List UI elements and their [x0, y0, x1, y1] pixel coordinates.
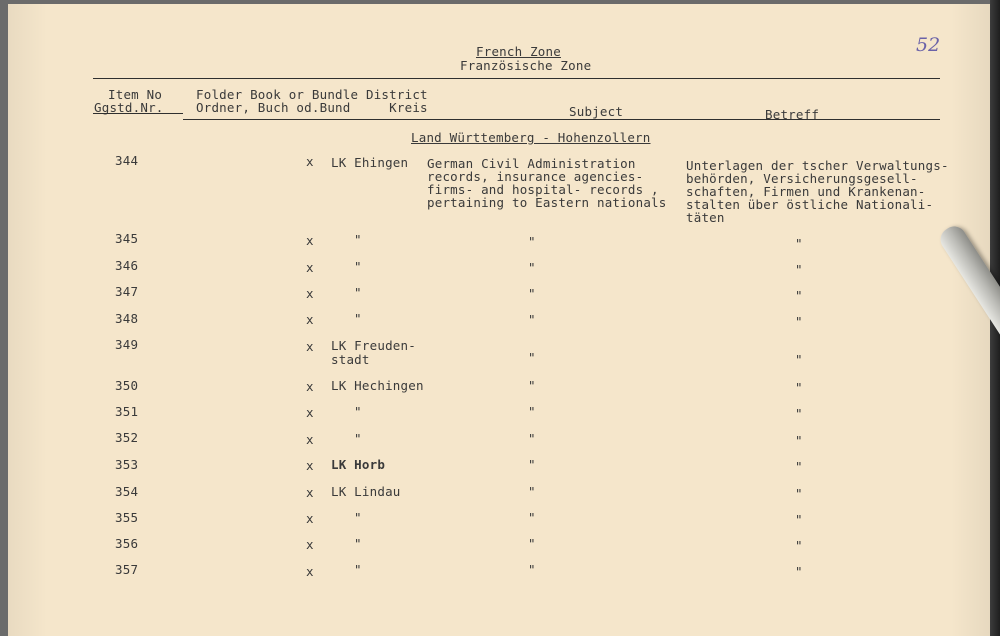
subject-line: firms- and hospital- records , — [427, 182, 659, 197]
betreff-line: Unterlagen der tscher Verwaltungs- — [686, 158, 949, 173]
item-mark: x — [306, 154, 314, 169]
betreff-line: täten — [686, 210, 725, 225]
col-header-item-no-en: Item No — [108, 87, 163, 102]
subject-cell: " — [528, 312, 536, 327]
item-number: 348 — [115, 311, 139, 326]
district-cell: LK Freuden- stadt — [331, 338, 416, 367]
header-short-rule — [93, 113, 183, 114]
zone-title-english: French Zone — [476, 44, 561, 59]
item-number: 353 — [115, 457, 139, 472]
item-mark: x — [306, 312, 314, 327]
subject-line: German Civil Administration — [427, 156, 636, 171]
subject-cell: " — [528, 260, 536, 275]
subject-cell: " — [528, 350, 536, 365]
item-number: 355 — [115, 510, 139, 525]
col-header-subject: Subject — [569, 104, 624, 119]
district-cell: " — [354, 536, 362, 551]
subject-cell: " — [528, 510, 536, 525]
betreff-cell: " — [795, 538, 803, 553]
item-number: 351 — [115, 404, 139, 419]
subject-cell: " — [528, 234, 536, 249]
item-mark: x — [306, 233, 314, 248]
district-cell: LK Ehingen — [331, 155, 409, 170]
subject-cell: " — [528, 484, 536, 499]
district-cell: LK Hechingen — [331, 378, 424, 393]
district-cell: LK Lindau — [331, 484, 401, 499]
betreff-line: stalten über östliche Nationali- — [686, 197, 934, 212]
item-mark: x — [306, 339, 314, 354]
item-number: 349 — [115, 337, 139, 352]
subject-cell: " — [528, 431, 536, 446]
subject-cell: " — [528, 404, 536, 419]
district-cell: " — [354, 259, 362, 274]
item-number: 350 — [115, 378, 139, 393]
betreff-cell: " — [795, 564, 803, 579]
item-number: 346 — [115, 258, 139, 273]
subject-line: pertaining to Eastern nationals — [427, 195, 667, 210]
subject-cell: " — [528, 457, 536, 472]
item-number: 345 — [115, 231, 139, 246]
item-number: 356 — [115, 536, 139, 551]
betreff-line: behörden, Versicherungsgesell- — [686, 171, 918, 186]
col-header-item-no-de: Ggstd.Nr. — [94, 100, 164, 115]
item-number: 344 — [115, 153, 139, 168]
betreff-cell: " — [795, 486, 803, 501]
betreff-cell: " — [795, 352, 803, 367]
section-heading: Land Württemberg - Hohenzollern — [411, 130, 651, 145]
subject-cell: " — [528, 378, 536, 393]
item-number: 347 — [115, 284, 139, 299]
betreff-cell: " — [795, 380, 803, 395]
subject-cell: " — [528, 286, 536, 301]
item-mark: x — [306, 405, 314, 420]
item-number: 357 — [115, 562, 139, 577]
header-top-rule — [93, 78, 940, 79]
betreff-cell: " — [795, 459, 803, 474]
item-mark: x — [306, 458, 314, 473]
district-cell: " — [354, 232, 362, 247]
subject-line: records, insurance agencies- — [427, 169, 644, 184]
betreff-line: schaften, Firmen und Krankenan- — [686, 184, 926, 199]
col-header-betreff: Betreff — [765, 107, 820, 122]
item-mark: x — [306, 286, 314, 301]
item-mark: x — [306, 511, 314, 526]
col-header-folder-de: Ordner, Buch od.Bund Kreis — [196, 100, 428, 115]
betreff-cell: " — [795, 262, 803, 277]
zone-title-german: Französische Zone — [460, 58, 592, 73]
page-number: 52 — [916, 34, 941, 56]
betreff-cell: " — [795, 512, 803, 527]
item-mark: x — [306, 537, 314, 552]
item-number: 354 — [115, 484, 139, 499]
betreff-cell: " — [795, 314, 803, 329]
header-bottom-rule — [183, 119, 940, 120]
item-mark: x — [306, 379, 314, 394]
betreff-cell: " — [795, 433, 803, 448]
col-header-folder-en: Folder Book or Bundle District — [196, 87, 428, 102]
subject-cell: " — [528, 562, 536, 577]
district-cell: " — [354, 510, 362, 525]
item-mark: x — [306, 564, 314, 579]
subject-cell: " — [528, 536, 536, 551]
betreff-cell: " — [795, 288, 803, 303]
betreff-cell: " — [795, 236, 803, 251]
district-cell: " — [354, 431, 362, 446]
district-cell: " — [354, 562, 362, 577]
item-mark: x — [306, 260, 314, 275]
item-mark: x — [306, 432, 314, 447]
district-cell: LK Horb — [331, 457, 386, 472]
district-cell: " — [354, 404, 362, 419]
betreff-cell: " — [795, 406, 803, 421]
item-mark: x — [306, 485, 314, 500]
district-cell: " — [354, 311, 362, 326]
district-cell: " — [354, 285, 362, 300]
item-number: 352 — [115, 430, 139, 445]
